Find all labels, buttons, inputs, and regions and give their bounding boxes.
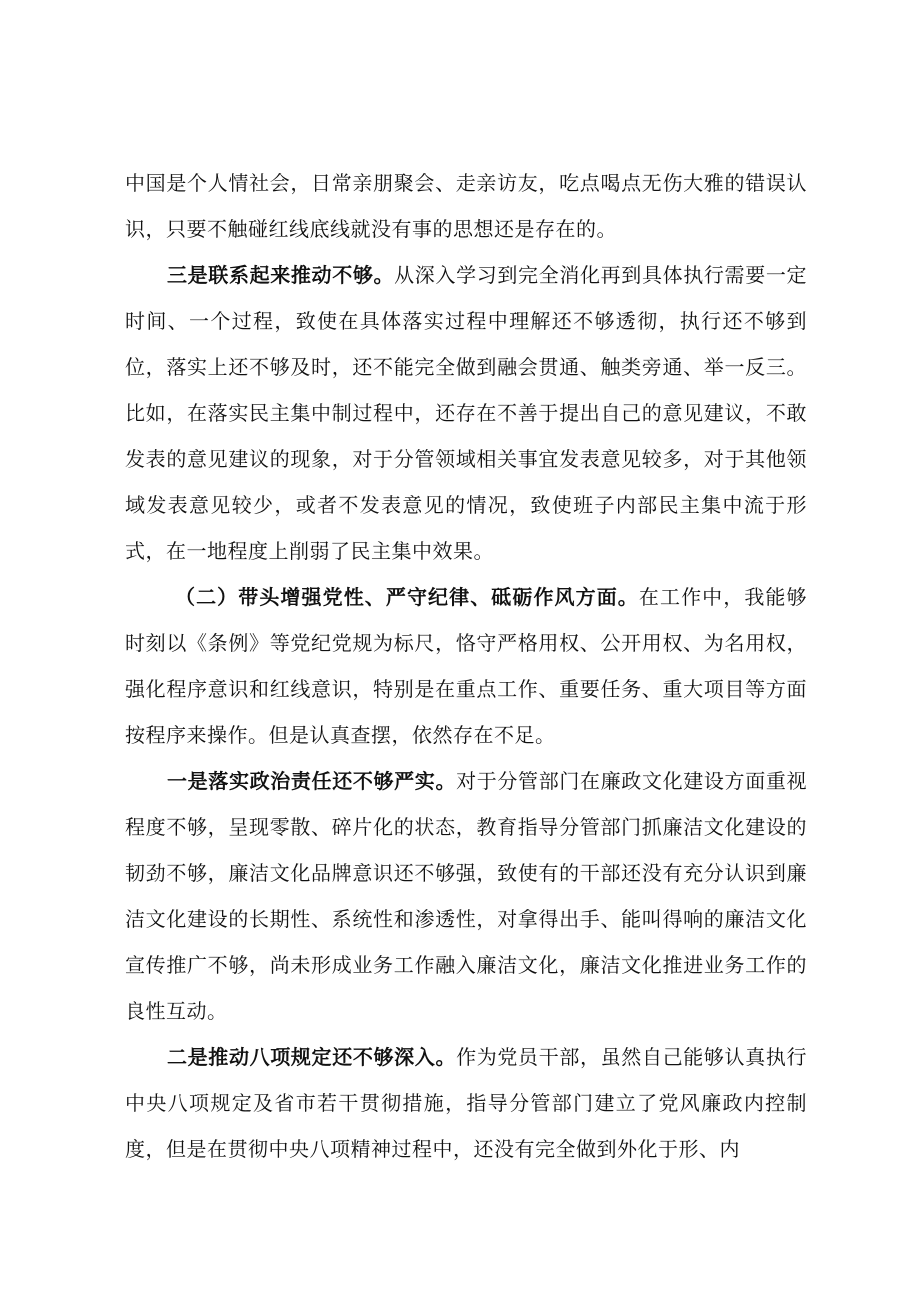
document-body xyxy=(125,160,807,1172)
section-heading-2 xyxy=(125,574,807,758)
paragraph-text: 对于分管部门在廉政文化建设方面重视程度不够，呈现零散、碎片化的状态，教育指导分管部门抓廉洁文化建设的韧劲不够，廉洁文化品牌意识还不够强，致使有的干部还没有充分认识到廉洁文化建设的长期性、系统性和渗透性，对拿得出手、能叫得响的廉洁文化宣传推广不够，尚未形成业务工作融入廉洁文化，廉洁文化推进业务工作的良性互动。 xyxy=(125,769,808,1023)
paragraph-text: 作为党员干部，虽然自己能够认真执行中央八项规定及省市若干贯彻措施，指导分管部门建立了党风廉政内控制度，但是在贯彻中央八项精神过程中，还没有完全做到外化于形、内 xyxy=(125,1045,808,1161)
paragraph-first-issue xyxy=(125,758,807,1034)
paragraph-second-issue xyxy=(125,1034,807,1172)
paragraph-continuation xyxy=(125,160,807,252)
paragraph-text: 从深入学习到完全消化再到具体执行需要一定时间、一个过程，致使在具体落实过程中理解还不够透彻，执行还不够到位，落实上还不够及时，还不能完全做到融会贯通、触类旁通、举一反三。比如，在落实民主集中制过程中，还存在不善于提出自己的意见建议，不敢发表的意见建议的现象，对于分管领域相关事宜发表意见较多，对于其他领域发表意见较少，或者不发表意见的情况，致使班子内部民主集中流于形式，在一地程度上削弱了民主集中效果。 xyxy=(125,263,808,563)
paragraph-text: 在工作中，我能够时刻以《条例》等党纪党规为标尺，恪守严格用权、公开用权、为名用权，强化程序意识和红线意识，特别是在重点工作、重要任务、重大项目等方面按程序来操作。但是认真查摆，依然存在不足。 xyxy=(125,585,808,747)
paragraph-lead: 三是联系起来推动不够。 xyxy=(167,263,395,287)
paragraph-text: 中国是个人情社会，日常亲朋聚会、走亲访友，吃点喝点无伤大雅的错误认识，只要不触碰红线底线就没有事的思想还是存在的。 xyxy=(125,171,807,241)
section-heading: （二）带头增强党性、严守纪律、砥砺作风方面。 xyxy=(175,585,639,609)
paragraph-third-issue xyxy=(125,252,807,574)
paragraph-lead: 一是落实政治责任还不够严实。 xyxy=(167,769,457,793)
paragraph-lead: 二是推动八项规定还不够深入。 xyxy=(167,1045,457,1069)
